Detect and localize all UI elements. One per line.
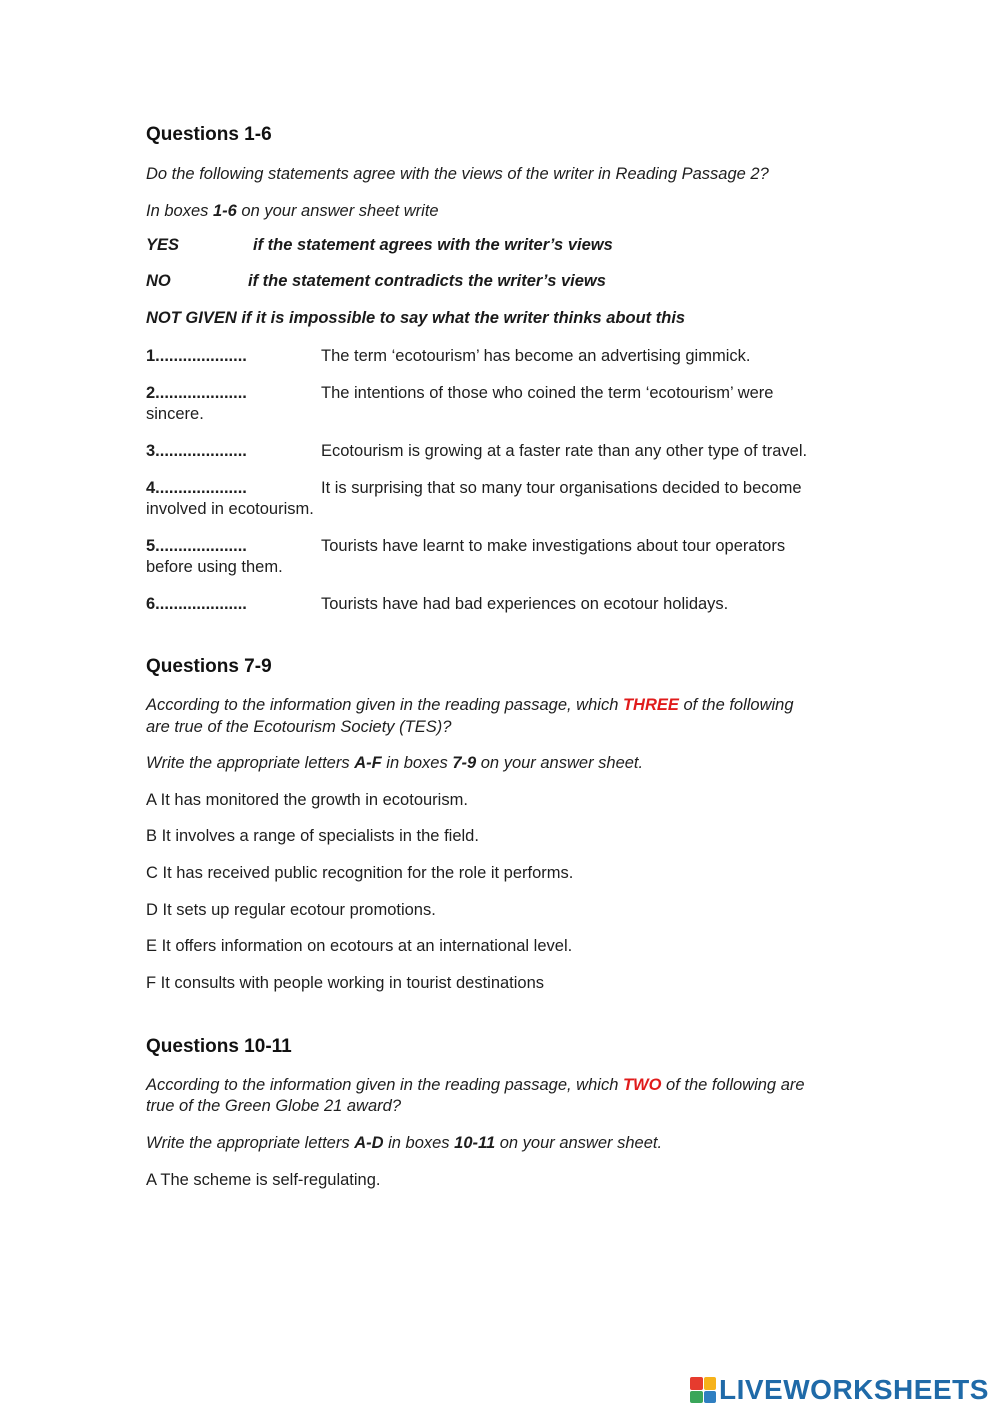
- statement-1-answer-blank[interactable]: 1....................: [146, 347, 247, 365]
- option-c: C It has received public recognition for the role it performs.: [146, 864, 574, 882]
- statement-2-answer-blank[interactable]: 2....................: [146, 384, 247, 402]
- statement-6: 6.................... Tourists have had bad experiences on ecotour holidays.: [146, 595, 729, 613]
- statement-2-continuation: sincere.: [146, 405, 204, 423]
- logo-square-red: [690, 1377, 703, 1390]
- statement-5: 5.................... Tourists have learnt to make investigations about tour operators: [146, 537, 786, 555]
- section-1-instruction: Do the following statements agree with the views of the writer in Reading Passage 2?: [146, 165, 769, 183]
- statement-4-answer-blank[interactable]: 4....................: [146, 479, 247, 497]
- section-3-instruction-line2: true of the Green Globe 21 award?: [146, 1097, 401, 1115]
- statement-5-continuation: before using them.: [146, 558, 283, 576]
- section-2-answer-instruction: Write the appropriate letters A-F in boxes 7-9 on your answer sheet.: [146, 754, 644, 772]
- liveworksheets-logo[interactable]: [690, 1374, 989, 1406]
- option-a: A It has monitored the growth in ecotourism.: [146, 791, 468, 809]
- liveworksheets-logo-icon: [690, 1377, 716, 1403]
- statement-6-answer-blank[interactable]: 6....................: [146, 595, 247, 613]
- section-3-heading: Questions 10-11: [146, 1036, 292, 1057]
- option-d: D It sets up regular ecotour promotions.: [146, 901, 436, 919]
- key-no: NO: [146, 272, 171, 290]
- section-2-instruction: According to the information given in the reading passage, which THREE of the following: [146, 696, 794, 714]
- option-e: E It offers information on ecotours at an international level.: [146, 937, 573, 955]
- key-no-description: if the statement contradicts the writer’s views: [248, 272, 606, 290]
- option-f: F It consults with people working in tourist destinations: [146, 974, 545, 992]
- statement-5-answer-blank[interactable]: 5....................: [146, 537, 247, 555]
- option-a-green-globe: A The scheme is self-regulating.: [146, 1171, 381, 1189]
- statement-1: 1.................... The term ‘ecotourism’ has become an advertising gimmick.: [146, 347, 751, 365]
- section-1-answer-instruction: In boxes 1-6 on your answer sheet write: [146, 202, 439, 220]
- section-3-instruction: According to the information given in the reading passage, which TWO of the following are: [146, 1076, 805, 1094]
- statement-3-answer-blank[interactable]: 3....................: [146, 442, 247, 460]
- liveworksheets-logo-text: LIVEWORKSHEETS: [719, 1374, 989, 1405]
- key-yes: YES: [146, 236, 180, 254]
- statement-3: 3.................... Ecotourism is growing at a faster rate than any other type of travel.: [146, 442, 808, 460]
- logo-square-yellow: [704, 1377, 717, 1390]
- section-1-heading: Questions 1-6: [146, 124, 272, 145]
- statement-4: 4.................... It is surprising that so many tour organisations decided to become: [146, 479, 802, 497]
- section-3-answer-instruction: Write the appropriate letters A-D in boxes 10-11 on your answer sheet.: [146, 1134, 663, 1152]
- logo-square-blue: [704, 1391, 717, 1404]
- option-b: B It involves a range of specialists in the field.: [146, 827, 479, 845]
- key-yes-description: if the statement agrees with the writer’s views: [253, 236, 613, 254]
- statement-2: 2.................... The intentions of those who coined the term ‘ecotourism’ were: [146, 384, 774, 402]
- statement-4-continuation: involved in ecotourism.: [146, 500, 314, 518]
- logo-square-green: [690, 1391, 703, 1404]
- section-2-instruction-line2: are true of the Ecotourism Society (TES)?: [146, 718, 452, 736]
- key-not-given: NOT GIVEN if it is impossible to say what the writer thinks about this: [146, 309, 686, 327]
- section-2-heading: Questions 7-9: [146, 656, 272, 677]
